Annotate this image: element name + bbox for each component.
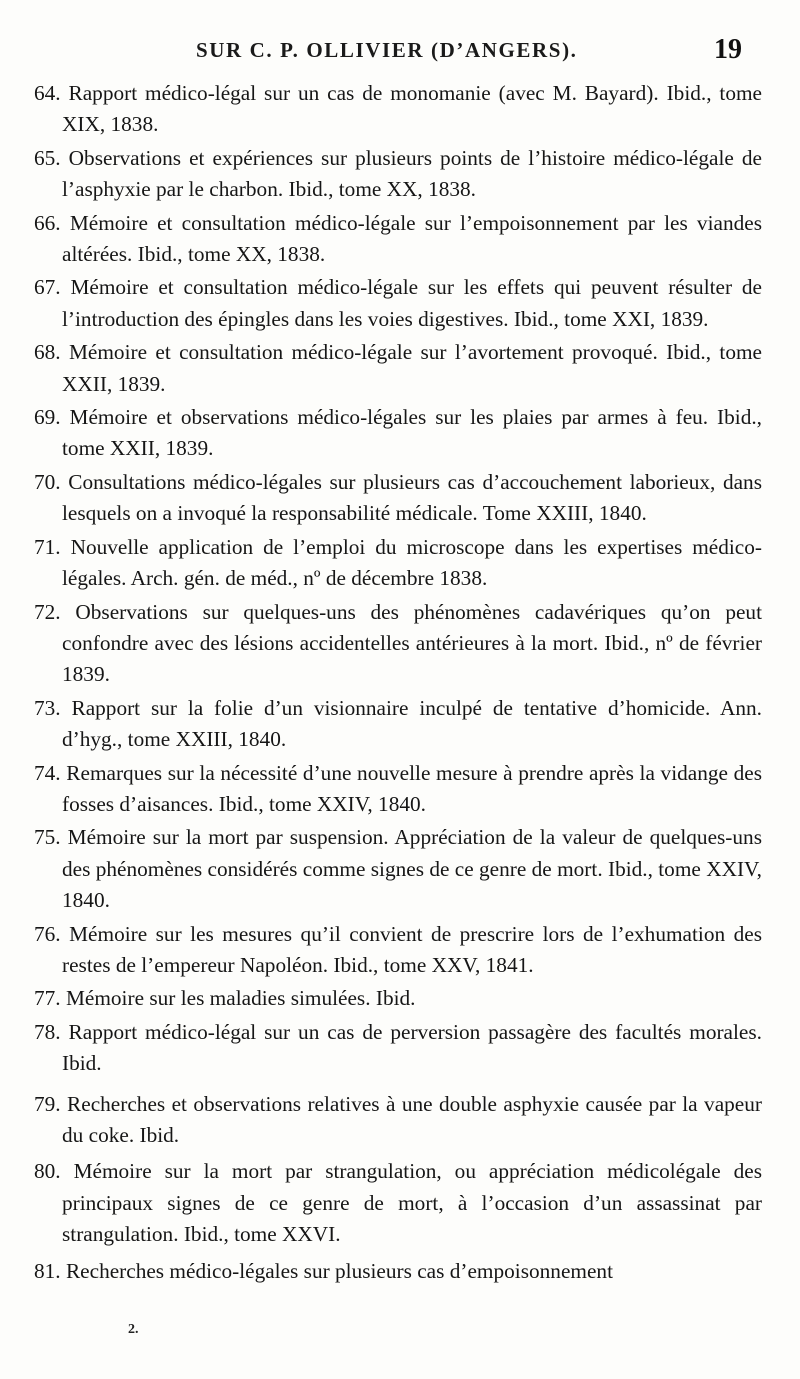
bibliography-entry-67 [34,272,762,335]
entry-number: 75. [34,825,61,850]
bibliography-entry-70 [34,467,762,530]
bibliography-entry-77 [34,983,762,1014]
entry-number: 73. [34,695,61,720]
bibliography-entry-65 [34,143,762,206]
entry-number: 67. [34,275,61,300]
entry-text: Recherches médico-légales sur plusieurs cas d’empoisonnement [65,1258,613,1283]
page-header [0,34,800,74]
bibliography-entry-69 [34,402,762,465]
entry-number: 70. [34,469,61,494]
entry-text: Rapport médico-légal sur un cas de monomanie (avec M. Bayard). Ibid., tome XIX, 1838. [62,81,762,137]
entry-text: Mémoire sur les mesures qu’il convient de prescrire lors de l’exhumation des restes de l’empereur Napoléon. Ibid., tome XXV, 1841. [62,921,762,977]
entry-number: 80. [34,1159,61,1184]
entry-number: 76. [34,921,61,946]
bibliography-entry-75 [34,822,762,916]
entry-text: Mémoire et observations médico-légales sur les plaies par armes à feu. Ibid., tome XXII, 1839. [62,405,762,461]
entry-text: Nouvelle application de l’emploi du microscope dans les expertises médico-légales. Arch. gén. de méd., nº de décembre 1838. [62,534,762,591]
entry-number: 81. [34,1258,61,1283]
entry-number: 72. [34,599,61,624]
entry-text: Remarques sur la nécessité d’une nouvelle mesure à prendre après la vidange des fosses d’aisances. Ibid., tome XXIV, 1840. [62,760,762,816]
entry-text: Mémoire sur la mort par suspension. Appréciation de la valeur de quelques-uns des phénomènes considérés comme signes de ce genre de mort. Ibid., tome XXIV, 1840. [62,825,762,913]
running-head: SUR C. P. OLLIVIER (D’ANGERS). [196,38,578,62]
bibliography-entry-66 [34,208,762,271]
bibliography-entry-68 [34,337,762,400]
entry-number: 68. [34,340,61,365]
entry-text: Observations et expériences sur plusieurs points de l’histoire médico-légale de l’asphyxie par le charbon. Ibid., tome XX, 1838. [62,145,762,202]
entry-number: 66. [34,210,61,235]
entry-number: 79. [34,1091,61,1116]
bibliography-entry-71 [34,532,762,595]
entry-text: Mémoire et consultation médico-légale sur l’empoisonnement par les viandes altérées. Ibid., tome XX, 1838. [62,210,762,267]
bibliography-entry-72 [34,597,762,691]
entry-text: Rapport sur la folie d’un visionnaire inculpé de tentative d’homicide. Ann. d’hyg., tome XXIII, 1840. [62,695,762,752]
page-number: 19 [714,34,742,65]
entry-text: Mémoire et consultation médico-légale sur l’avortement provoqué. Ibid., tome XXII, 1839. [62,340,762,396]
entry-number: 74. [34,760,61,785]
entry-text: Consultations médico-légales sur plusieurs cas d’accouchement laborieux, dans lesquels on a invoqué la responsabilité médicale. Tome XXIII, 1840. [62,469,762,526]
bibliography-entry-76 [34,919,762,982]
entry-number: 77. [34,986,61,1011]
entry-number: 78. [34,1019,61,1044]
entry-text: Mémoire et consultation médico-légale sur les effets qui peuvent résulter de l’introduction des épingles dans les voies digestives. Ibid., tome XXI, 1839. [62,275,762,331]
bibliography-entry-81 [34,1256,762,1287]
bibliography-entry-80 [34,1156,762,1250]
entry-text: Mémoire sur la mort par strangulation, ou appréciation médicolégale des principaux signes de ce genre de mort, à l’occasion d’un assassinat par strangulation. Ibid., tome XXVI. [62,1159,762,1247]
entry-text: Mémoire sur les maladies simulées. Ibid. [65,986,416,1011]
entry-number: 64. [34,81,61,105]
bibliography-entry-78 [34,1017,762,1080]
bibliography-list [0,78,800,1287]
entry-number: 71. [34,534,61,559]
entry-number: 69. [34,405,61,430]
bibliography-entry-74 [34,758,762,821]
entry-text: Observations sur quelques-uns des phénomènes cadavériques qu’on peut confondre avec des lésions accidentelles antérieures à la mort. Ibid., nº de février 1839. [62,599,762,687]
signature-mark: 2. [128,1322,139,1337]
entry-text: Recherches et observations relatives à une double asphyxie causée par la vapeur du coke. Ibid. [62,1091,762,1147]
bibliography-entry-64 [34,78,762,141]
entry-text: Rapport médico-légal sur un cas de perversion passagère des facultés morales. Ibid. [62,1019,762,1076]
bibliography-entry-79 [34,1089,762,1152]
bibliography-entry-73 [34,693,762,756]
entry-number: 65. [34,145,61,170]
